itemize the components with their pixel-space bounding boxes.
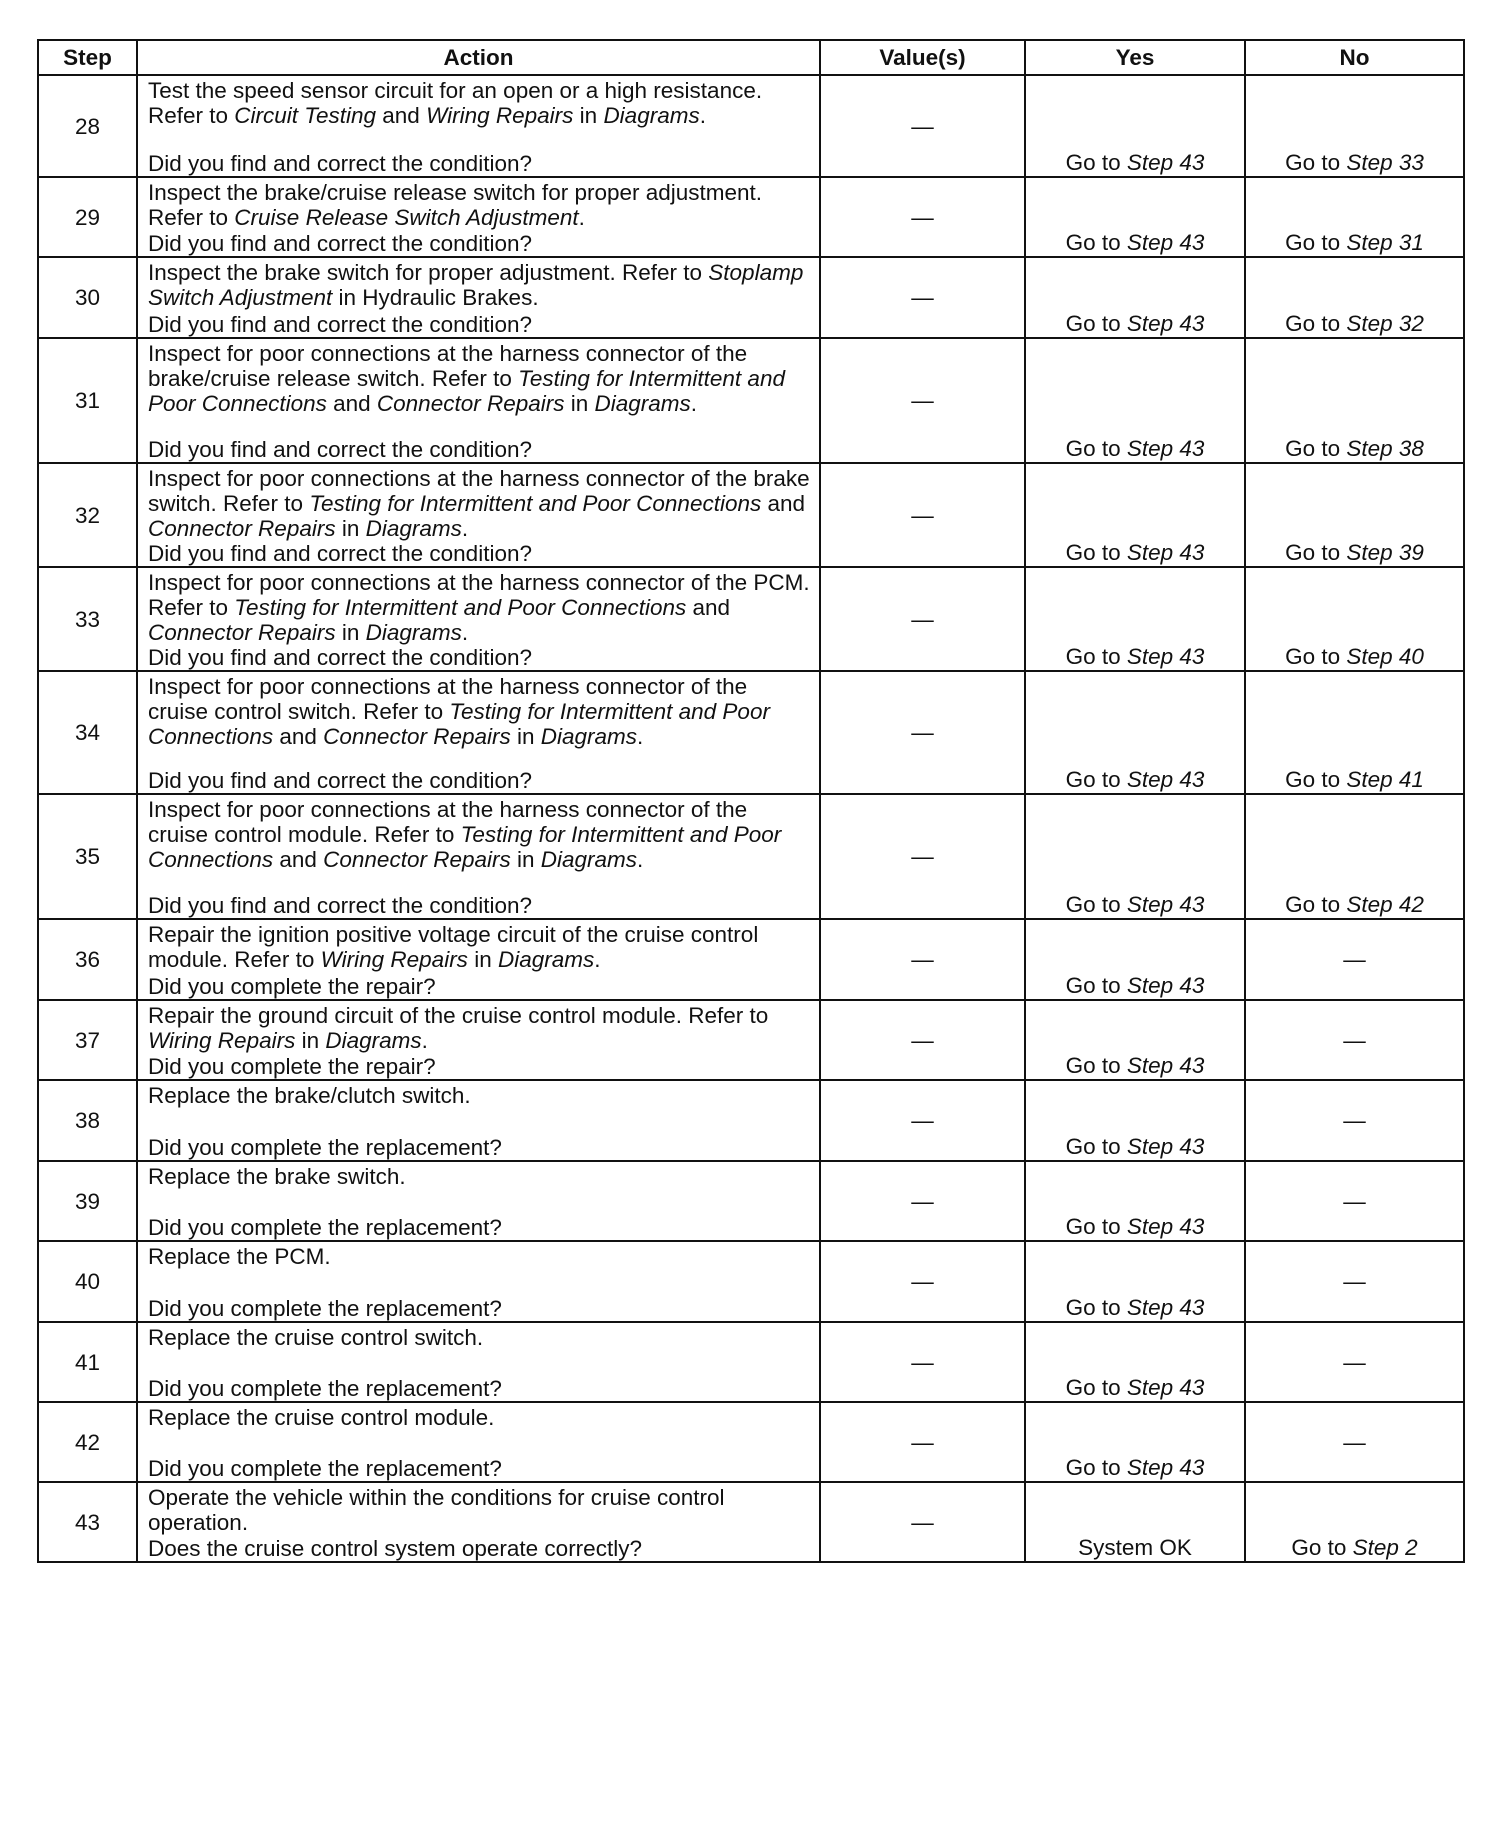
reference-text: Stoplamp Switch Adjustment — [148, 260, 804, 310]
yes-cell — [1025, 1322, 1245, 1402]
reference-text: Step 43 — [1126, 767, 1205, 792]
no-cell — [1245, 1482, 1464, 1562]
table-row — [38, 1080, 1464, 1161]
yes-cell — [1025, 1402, 1245, 1482]
action-question: Did you complete the replacement? — [148, 1135, 502, 1160]
value-cell: — — [820, 257, 1025, 338]
reference-text: Step 43 — [1126, 230, 1205, 255]
yes-cell — [1025, 257, 1245, 338]
no-cell — [1245, 257, 1464, 338]
value-cell: — — [820, 75, 1025, 177]
text-run: Go to — [1065, 644, 1127, 669]
text-run: Inspect the brake/cruise release switch for proper adjustment. Refer to — [148, 180, 763, 230]
action-instruction — [148, 1325, 813, 1350]
text-run: Replace the PCM. — [148, 1244, 331, 1269]
text-run: Go to — [1065, 540, 1127, 565]
action-question: Did you find and correct the condition? — [148, 437, 532, 462]
action-content — [148, 1003, 813, 1079]
text-run: in — [510, 724, 541, 749]
text-run: Go to — [1285, 230, 1347, 255]
reference-text: Step 43 — [1126, 1214, 1205, 1239]
text-run: Go to — [1285, 540, 1347, 565]
text-run: and — [273, 724, 324, 749]
reference-text: Diagrams — [325, 1028, 422, 1053]
column-header-action: Action — [137, 40, 820, 75]
text-run: — — [1343, 1188, 1366, 1214]
reference-text: Testing for Intermittent and Poor Connections — [309, 491, 762, 516]
text-run: Inspect for poor connections at the harness connector of the brake switch. Refer to — [148, 466, 810, 516]
table-row — [38, 567, 1464, 671]
reference-text: Diagrams — [365, 620, 462, 645]
text-run: Go to — [1065, 767, 1127, 792]
reference-text: Diagrams — [594, 391, 691, 416]
step-number: 28 — [38, 75, 137, 177]
reference-text: Step 43 — [1126, 311, 1205, 336]
value-cell: — — [820, 1241, 1025, 1322]
reference-text: Step 39 — [1346, 540, 1424, 565]
reference-text: Diagrams — [603, 103, 700, 128]
text-run: Replace the cruise control module. — [148, 1405, 495, 1430]
text-run: Go to — [1285, 767, 1347, 792]
reference-text: Wiring Repairs — [426, 103, 574, 128]
step-number: 43 — [38, 1482, 137, 1562]
reference-text: Connector Repairs — [148, 516, 336, 541]
action-cell — [137, 338, 820, 463]
reference-text: Wiring Repairs — [320, 947, 468, 972]
column-header-yes: Yes — [1025, 40, 1245, 75]
yes-cell — [1025, 463, 1245, 567]
action-question: Did you complete the replacement? — [148, 1376, 502, 1401]
action-cell — [137, 177, 820, 257]
value-cell: — — [820, 794, 1025, 919]
reference-text: Step 40 — [1346, 644, 1424, 669]
reference-text: Step 2 — [1352, 1535, 1418, 1560]
action-cell — [137, 1161, 820, 1241]
text-run: — — [1343, 1269, 1366, 1294]
step-number: 30 — [38, 257, 137, 338]
yes-cell — [1025, 1482, 1245, 1562]
action-question: Did you find and correct the condition? — [148, 312, 532, 337]
reference-text: Wiring Repairs — [148, 1028, 296, 1053]
text-run: — — [1343, 1349, 1366, 1375]
action-cell — [137, 1482, 820, 1562]
action-instruction — [148, 466, 813, 541]
text-run: and — [376, 103, 427, 128]
action-content — [148, 570, 813, 670]
action-content — [148, 674, 813, 793]
text-run: and — [326, 391, 377, 416]
text-run: Go to — [1291, 1535, 1353, 1560]
action-instruction — [148, 341, 813, 416]
value-cell: — — [820, 463, 1025, 567]
table-row — [38, 919, 1464, 1000]
reference-text: Diagrams — [540, 724, 638, 749]
action-cell — [137, 1322, 820, 1402]
text-run: . — [690, 391, 698, 416]
action-content — [148, 797, 813, 918]
no-cell — [1245, 177, 1464, 257]
text-run: Inspect for poor connections at the harness connector of the PCM. Refer to — [148, 570, 810, 620]
text-run: in — [510, 847, 541, 872]
text-run: Go to — [1065, 1053, 1127, 1078]
no-cell — [1245, 794, 1464, 919]
no-cell — [1245, 75, 1464, 177]
value-cell: — — [820, 671, 1025, 794]
text-run: in — [573, 103, 604, 128]
text-run: Go to — [1285, 644, 1347, 669]
column-header-values: Value(s) — [820, 40, 1025, 75]
reference-text: Step 42 — [1346, 892, 1424, 917]
reference-text: Connector Repairs — [148, 620, 336, 645]
reference-text: Step 43 — [1126, 973, 1205, 998]
no-cell — [1245, 1080, 1464, 1161]
value-cell: — — [820, 919, 1025, 1000]
text-run: . — [637, 724, 644, 749]
action-instruction — [148, 922, 813, 972]
no-cell — [1245, 1241, 1464, 1322]
text-run: and — [686, 595, 731, 620]
text-run: Go to — [1065, 892, 1127, 917]
value-cell: — — [820, 177, 1025, 257]
text-run: Inspect the brake switch for proper adjustment. Refer to — [148, 260, 709, 285]
no-cell — [1245, 1402, 1464, 1482]
reference-text: Cruise Release Switch Adjustment — [234, 205, 579, 230]
yes-cell — [1025, 1000, 1245, 1080]
reference-text: Step 31 — [1346, 230, 1424, 255]
action-cell — [137, 567, 820, 671]
action-instruction — [148, 1485, 813, 1535]
text-run: Go to — [1065, 150, 1127, 175]
action-cell — [137, 1241, 820, 1322]
text-run: in — [564, 391, 595, 416]
text-run: System OK — [1078, 1535, 1192, 1560]
action-question: Does the cruise control system operate correctly? — [148, 1536, 642, 1561]
reference-text: Step 43 — [1126, 1375, 1205, 1400]
action-question: Did you complete the replacement? — [148, 1215, 502, 1240]
text-run: Go to — [1065, 973, 1127, 998]
reference-text: Diagrams — [540, 847, 638, 872]
action-cell — [137, 1402, 820, 1482]
step-number: 36 — [38, 919, 137, 1000]
yes-cell — [1025, 671, 1245, 794]
action-instruction — [148, 1164, 813, 1189]
action-instruction — [148, 1083, 813, 1108]
table-row — [38, 1161, 1464, 1241]
table-row — [38, 1482, 1464, 1562]
text-run: . — [461, 516, 469, 541]
text-run: — — [1343, 1429, 1366, 1455]
text-run: Go to — [1065, 311, 1127, 336]
step-number: 37 — [38, 1000, 137, 1080]
yes-cell — [1025, 1080, 1245, 1161]
text-run: in — [335, 516, 366, 541]
text-run: Inspect for poor connections at the harness connector of the cruise control switch. Refer to — [148, 674, 748, 724]
table-row — [38, 1402, 1464, 1482]
reference-text: Testing for Intermittent and Poor Connections — [148, 822, 782, 872]
no-cell — [1245, 671, 1464, 794]
step-number: 38 — [38, 1080, 137, 1161]
yes-cell — [1025, 177, 1245, 257]
action-instruction — [148, 260, 813, 310]
yes-cell — [1025, 1241, 1245, 1322]
table-row — [38, 671, 1464, 794]
action-cell — [137, 919, 820, 1000]
text-run: . — [637, 847, 644, 872]
value-cell: — — [820, 567, 1025, 671]
step-number: 29 — [38, 177, 137, 257]
action-question: Did you complete the replacement? — [148, 1296, 502, 1321]
table-row — [38, 463, 1464, 567]
text-run: Go to — [1285, 150, 1347, 175]
text-run: Repair the ground circuit of the cruise control module. Refer to — [148, 1003, 769, 1028]
text-run: in Hydraulic Brakes. — [332, 285, 539, 310]
value-cell: — — [820, 1000, 1025, 1080]
yes-cell — [1025, 919, 1245, 1000]
table-row — [38, 794, 1464, 919]
action-content — [148, 260, 813, 337]
step-number: 41 — [38, 1322, 137, 1402]
text-run: — — [1343, 1027, 1366, 1053]
text-run: Inspect for poor connections at the harness connector of the brake/cruise release switch. Refer to — [148, 341, 748, 391]
text-run: Go to — [1065, 230, 1127, 255]
action-question: Did you find and correct the condition? — [148, 768, 532, 793]
action-content — [148, 1083, 813, 1160]
reference-text: Step 43 — [1126, 1295, 1205, 1320]
value-cell: — — [820, 1080, 1025, 1161]
table-header-row — [38, 40, 1464, 75]
reference-text: Connector Repairs — [323, 847, 511, 872]
action-cell — [137, 1000, 820, 1080]
action-cell — [137, 1080, 820, 1161]
action-instruction — [148, 180, 813, 230]
text-run: . — [461, 620, 469, 645]
text-run: . — [578, 205, 585, 230]
step-number: 32 — [38, 463, 137, 567]
action-content — [148, 341, 813, 462]
table-row — [38, 257, 1464, 338]
table-body — [38, 75, 1464, 1562]
reference-text: Diagrams — [497, 947, 595, 972]
text-run: Test the speed sensor circuit for an open or a high resistance. Refer to — [148, 78, 763, 128]
text-run: Go to — [1065, 1214, 1127, 1239]
action-content — [148, 1325, 813, 1401]
no-cell — [1245, 1161, 1464, 1241]
reference-text: Step 33 — [1346, 150, 1424, 175]
value-cell: — — [820, 1161, 1025, 1241]
text-run: Operate the vehicle within the conditions for cruise control operation. — [148, 1485, 725, 1535]
reference-text: Step 43 — [1126, 644, 1205, 669]
reference-text: Connector Repairs — [323, 724, 511, 749]
diagnostic-table — [37, 39, 1465, 1563]
no-cell — [1245, 463, 1464, 567]
action-cell — [137, 463, 820, 567]
text-run: in — [295, 1028, 326, 1053]
action-content — [148, 922, 813, 999]
text-run: Go to — [1065, 1295, 1127, 1320]
step-number: 34 — [38, 671, 137, 794]
text-run: in — [467, 947, 498, 972]
text-run: — — [1343, 1108, 1366, 1133]
action-instruction — [148, 78, 813, 128]
step-number: 31 — [38, 338, 137, 463]
reference-text: Step 43 — [1126, 1455, 1205, 1480]
text-run: Replace the brake/clutch switch. — [148, 1083, 471, 1108]
reference-text: Circuit Testing — [234, 103, 377, 128]
action-cell — [137, 75, 820, 177]
step-number: 40 — [38, 1241, 137, 1322]
action-instruction — [148, 570, 813, 645]
text-run: . — [421, 1028, 428, 1053]
reference-text: Step 43 — [1126, 1053, 1205, 1078]
reference-text: Diagrams — [365, 516, 462, 541]
yes-cell — [1025, 567, 1245, 671]
action-cell — [137, 794, 820, 919]
diagnostic-table-container — [37, 39, 1465, 1563]
no-cell — [1245, 1322, 1464, 1402]
reference-text: Step 38 — [1346, 436, 1424, 461]
action-question: Did you find and correct the condition? — [148, 645, 532, 670]
action-question: Did you complete the replacement? — [148, 1456, 502, 1481]
table-row — [38, 1000, 1464, 1080]
text-run: . — [594, 947, 601, 972]
text-run: Go to — [1065, 436, 1127, 461]
action-content — [148, 1164, 813, 1240]
text-run: Go to — [1285, 436, 1347, 461]
table-row — [38, 177, 1464, 257]
text-run: Go to — [1285, 311, 1347, 336]
text-run: in — [335, 620, 366, 645]
text-run: Go to — [1065, 1455, 1127, 1480]
action-content — [148, 466, 813, 566]
value-cell: — — [820, 1402, 1025, 1482]
no-cell — [1245, 338, 1464, 463]
value-cell: — — [820, 1322, 1025, 1402]
yes-cell — [1025, 794, 1245, 919]
value-cell: — — [820, 338, 1025, 463]
action-instruction — [148, 674, 813, 749]
no-cell — [1245, 1000, 1464, 1080]
action-instruction — [148, 1244, 813, 1269]
action-instruction — [148, 1405, 813, 1430]
reference-text: Testing for Intermittent and Poor Connections — [234, 595, 687, 620]
column-header-no: No — [1245, 40, 1464, 75]
text-run: Replace the cruise control switch. — [148, 1325, 484, 1350]
action-question: Did you complete the repair? — [148, 1054, 436, 1079]
reference-text: Step 43 — [1126, 150, 1205, 175]
text-run: and — [761, 491, 806, 516]
table-row — [38, 1322, 1464, 1402]
action-cell — [137, 257, 820, 338]
text-run: Go to — [1285, 892, 1347, 917]
reference-text: Step 41 — [1346, 767, 1424, 792]
action-cell — [137, 671, 820, 794]
action-question: Did you find and correct the condition? — [148, 893, 532, 918]
action-question: Did you find and correct the condition? — [148, 541, 532, 566]
text-run: Repair the ignition positive voltage circuit of the cruise control module. Refer to — [148, 922, 759, 972]
reference-text: Testing for Intermittent and Poor Connections — [148, 699, 770, 749]
action-question: Did you find and correct the condition? — [148, 151, 532, 176]
reference-text: Connector Repairs — [376, 391, 565, 416]
action-question: Did you complete the repair? — [148, 974, 436, 999]
action-content — [148, 78, 813, 176]
yes-cell — [1025, 75, 1245, 177]
reference-text: Step 32 — [1346, 311, 1424, 336]
column-header-step: Step — [38, 40, 137, 75]
reference-text: Testing for Intermittent and Poor Connections — [148, 366, 785, 416]
text-run: Replace the brake switch. — [148, 1164, 406, 1189]
action-content — [148, 1244, 813, 1321]
text-run: Go to — [1065, 1134, 1127, 1159]
action-instruction — [148, 797, 813, 872]
reference-text: Step 43 — [1126, 540, 1205, 565]
action-content — [148, 1485, 813, 1561]
no-cell — [1245, 919, 1464, 1000]
text-run: — — [1343, 947, 1366, 972]
action-content — [148, 180, 813, 256]
action-question: Did you find and correct the condition? — [148, 231, 532, 256]
table-row — [38, 338, 1464, 463]
text-run: Go to — [1065, 1375, 1127, 1400]
reference-text: Step 43 — [1126, 1134, 1205, 1159]
step-number: 42 — [38, 1402, 137, 1482]
no-cell — [1245, 567, 1464, 671]
table-row — [38, 75, 1464, 177]
text-run: and — [273, 847, 324, 872]
value-cell: — — [820, 1482, 1025, 1562]
yes-cell — [1025, 1161, 1245, 1241]
step-number: 39 — [38, 1161, 137, 1241]
action-instruction — [148, 1003, 813, 1053]
text-run: . — [699, 103, 706, 128]
action-content — [148, 1405, 813, 1481]
reference-text: Step 43 — [1126, 436, 1205, 461]
step-number: 33 — [38, 567, 137, 671]
yes-cell — [1025, 338, 1245, 463]
table-row — [38, 1241, 1464, 1322]
text-run: Inspect for poor connections at the harness connector of the cruise control module. Refer to — [148, 797, 748, 847]
reference-text: Step 43 — [1126, 892, 1205, 917]
step-number: 35 — [38, 794, 137, 919]
